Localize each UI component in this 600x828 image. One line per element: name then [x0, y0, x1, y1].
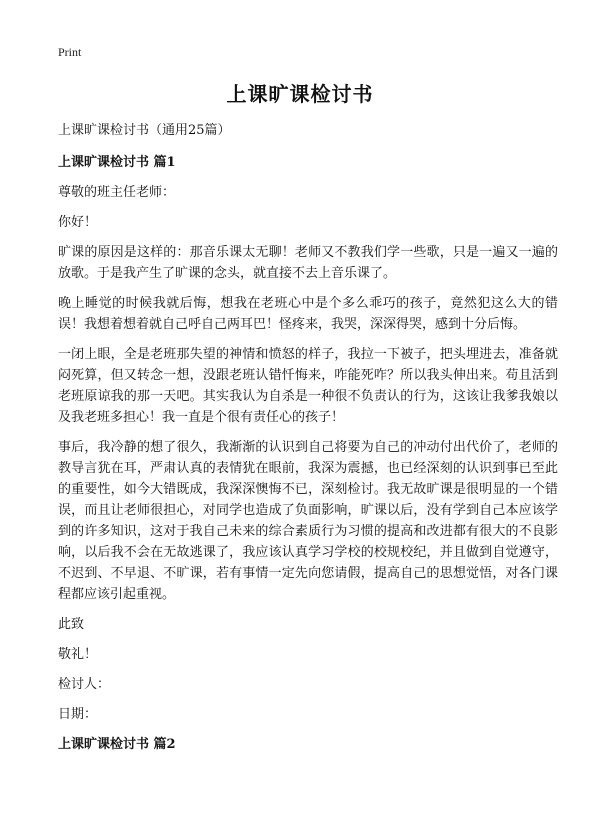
paragraph: 一闭上眼，全是老班那失望的神情和愤怒的样子，我拉一下被子，把头埋进去，准备就闷死算，但又转念一想，没跟老班认错忏悔来，咋能死咋？所以我头伸出来。苟且活到老班原谅我的那一天吧。其实我认为自杀是一种很不负责认的行为，这该让我爹我娘以及我老班多担心！我一直是个很有责任心的孩子！ — [58, 347, 558, 425]
closing-line: 此致 — [58, 617, 85, 632]
closing-salute: 敬礼！ — [58, 647, 98, 662]
greeting: 你好！ — [58, 215, 98, 230]
paragraph: 事后，我冷静的想了很久，我渐渐的认识到自己将要为自己的冲动付出代价了，老师的教导言犹在耳，严肃认真的表情犹在眼前，我深为震撼，也已经深刻的认识到事已至此的重要性，如今大错既成，我深深懊悔不已，深刻检讨。我无故旷课是很明显的一个错误，而且让老师很担心，对同学也造成了负面影响，旷课以后，没有学到自己本应该学到的许多知识，这对于我自己未来的综合素质行为习惯的提高和改进都有很大的不良影响，以后我不会在无故逃课了，我应该认真学习学校的校规校纪，并且做到自觉遵守，不迟到、不早退、不旷课，若有事情一定先向您请假，提高自己的思想觉悟，对各门课程都应该引起重视。 — [58, 440, 558, 602]
paragraph: 晚上睡觉的时候我就后悔，想我在老班心中是个多么乖巧的孩子，竟然犯这么大的错误！我想着想着就自己呼自己两耳巴！怪疼来，我哭，深深得哭，感到十分后悔。 — [58, 296, 558, 332]
section-heading-2: 上课旷课检讨书 篇2 — [58, 737, 176, 752]
document-title: 上课旷课检讨书 — [226, 82, 374, 106]
salutation: 尊敬的班主任老师： — [58, 185, 176, 200]
document-subtitle: 上课旷课检讨书（通用25篇） — [58, 123, 231, 138]
section-heading-1: 上课旷课检讨书 篇1 — [58, 155, 176, 170]
paragraph: 旷课的原因是这样的：那音乐课太无聊！老师又不教我们学一些歌，只是一遍又一遍的放歌。于是我产生了旷课的念头，就直接不去上音乐课了。 — [58, 245, 558, 281]
signer-line: 检讨人： — [58, 677, 111, 692]
date-line: 日期： — [58, 707, 98, 722]
print-label: Print — [58, 45, 82, 59]
document-body — [58, 120, 558, 764]
